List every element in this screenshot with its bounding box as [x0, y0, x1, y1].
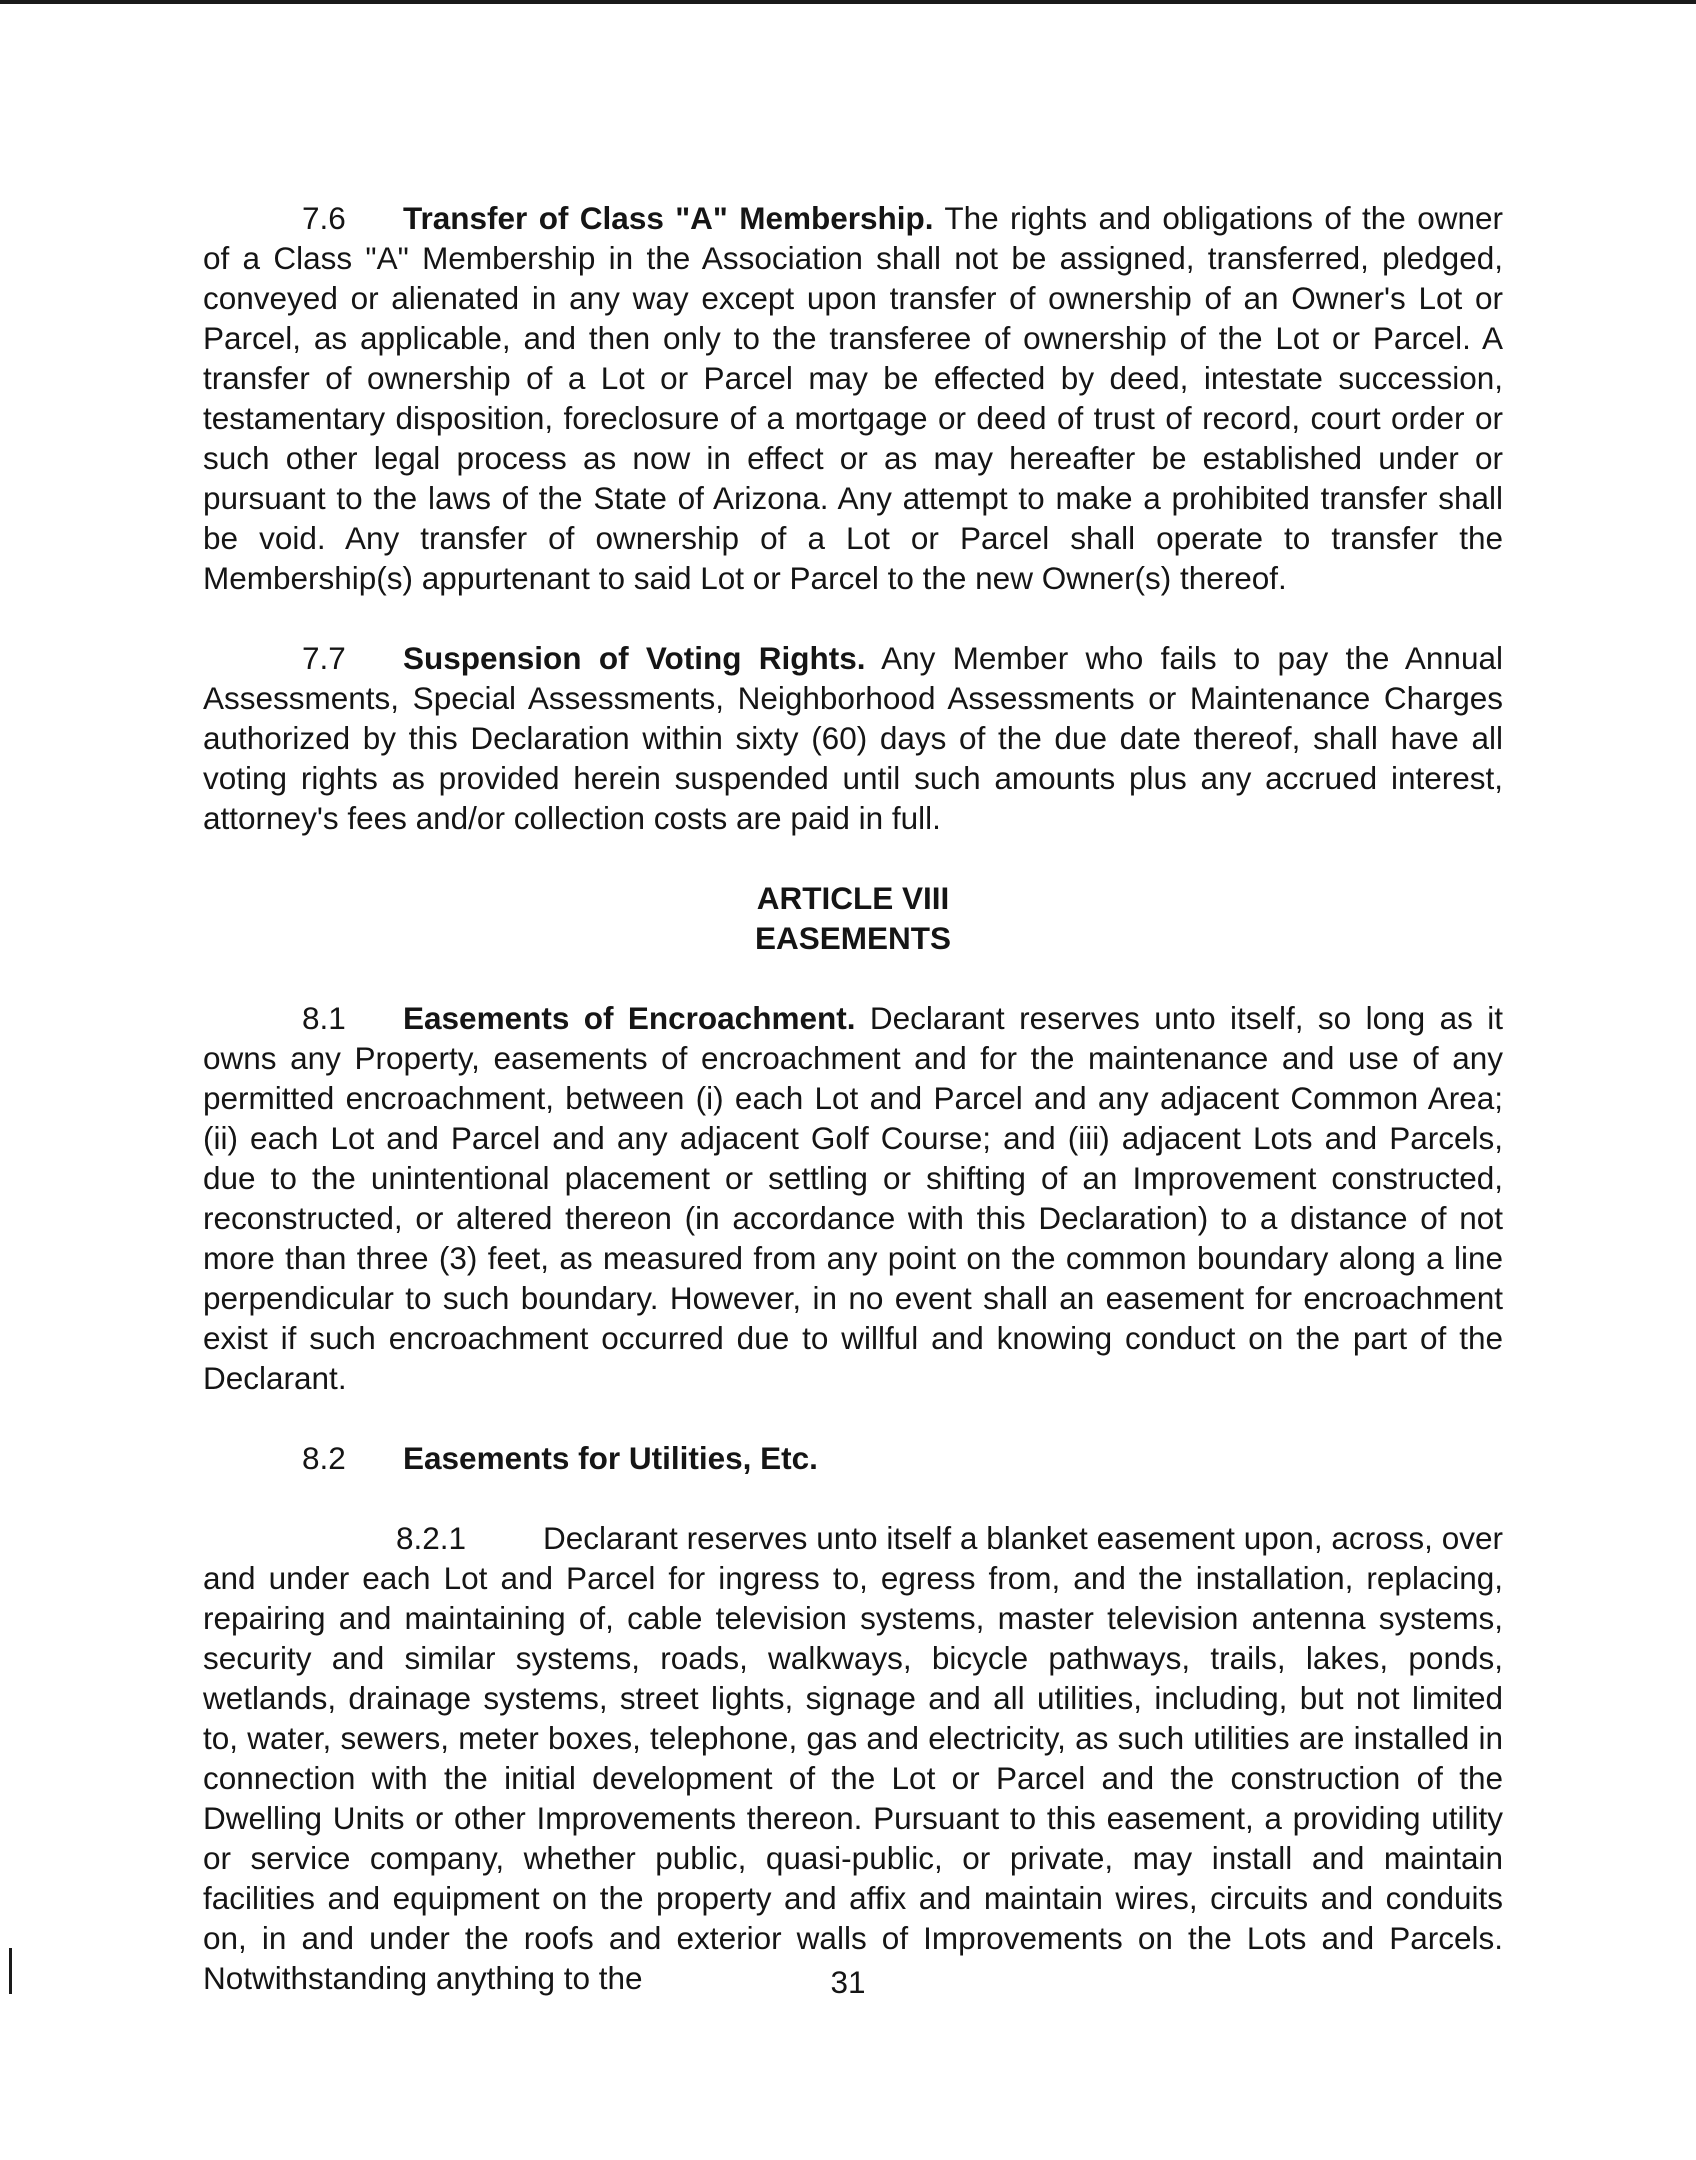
- paragraph-spacer: [203, 598, 1503, 638]
- section-title: Transfer of Class "A" Membership.: [403, 200, 934, 236]
- section-8-2: [203, 1438, 1503, 1478]
- paragraph-spacer: [203, 1478, 1503, 1518]
- document-page: [203, 198, 1503, 1998]
- section-body: Declarant reserves unto itself a blanket easement upon, across, over and under each Lot and Parcel for ingress to, egress from, and the installation, replacing, repairing and maintaining of, cable television systems, master television antenna systems, security and similar systems, roads, walkways, bicycle pathways, trails, lakes, ponds, wetlands, drainage systems, street lights, signage and all utilities, including, but not limited to, water, sewers, meter boxes, telephone, gas and electricity, as such utilities are installed in connection with the initial development of the Lot or Parcel and the construction of the Dwelling Units or other Improvements thereon. Pursuant to this easement, a providing utility or service company, whether public, quasi-public, or private, may install and maintain facilities and equipment on the property and affix and maintain wires, circuits and conduits on, in and under the roofs and exterior walls of Improvements on the Lots and Parcels. Notwithstanding anything to the: [203, 1520, 1503, 1996]
- paragraph-spacer: [203, 1398, 1503, 1438]
- section-body: Any Member who fails to pay the Annual Assessments, Special Assessments, Neighborhood Assessments or Maintenance Charges authorized by this Declaration within sixty (60) days of the due date thereof, shall have all voting rights as provided herein suspended until such amounts plus any accrued interest, attorney's fees and/or collection costs are paid in full.: [203, 640, 1503, 836]
- article-number: ARTICLE VIII: [756, 880, 950, 916]
- section-title: Suspension of Voting Rights.: [403, 640, 866, 676]
- paragraph-spacer: [203, 958, 1503, 998]
- section-7-7: [203, 638, 1503, 838]
- section-7-6: [203, 198, 1503, 598]
- section-number: 8.1: [302, 1000, 346, 1036]
- section-number: 8.2: [302, 1440, 346, 1476]
- section-title: Easements of Encroachment.: [403, 1000, 856, 1036]
- section-body: Declarant reserves unto itself, so long as it owns any Property, easements of encroachment and for the maintenance and use of any permitted encroachment, between (i) each Lot and Parcel and any adjacent Common Area; (ii) each Lot and Parcel and any adjacent Golf Course; and (iii) adjacent Lots and Parcels, due to the unintentional placement or settling or shifting of an Improvement constructed, reconstructed, or altered thereon (in accordance with this Declaration) to a distance of not more than three (3) feet, as measured from any point on the common boundary along a line perpendicular to such boundary. However, in no event shall an easement for encroachment exist if such encroachment occurred due to willful and knowing conduct on the part of the Declarant.: [203, 1000, 1503, 1396]
- paragraph-spacer: [203, 838, 1503, 878]
- section-number: 7.7: [302, 640, 346, 676]
- section-body: The rights and obligations of the owner of a Class "A" Membership in the Association shall not be assigned, transferred, pledged, conveyed or alienated in any way except upon transfer of ownership of an Owner's Lot or Parcel, as applicable, and then only to the transferee of ownership of the Lot or Parcel. A transfer of ownership of a Lot or Parcel may be effected by deed, intestate succession, testamentary disposition, foreclosure of a mortgage or deed of trust of record, court order or such other legal process as now in effect or as may hereafter be established under or pursuant to the laws of the State of Arizona. Any attempt to make a prohibited transfer shall be void. Any transfer of ownership of a Lot or Parcel shall operate to transfer the Membership(s) appurtenant to said Lot or Parcel to the new Owner(s) thereof.: [203, 200, 1504, 596]
- scan-top-edge: [0, 0, 1696, 4]
- article-title: EASEMENTS: [754, 920, 952, 956]
- subsection-number: 8.2.1: [396, 1520, 467, 1556]
- section-8-2-1: [203, 1518, 1503, 1998]
- section-title: Easements for Utilities, Etc.: [403, 1440, 818, 1476]
- section-number: 7.6: [302, 200, 346, 236]
- page-number: 31: [830, 1964, 866, 2000]
- section-8-1: [203, 998, 1503, 1398]
